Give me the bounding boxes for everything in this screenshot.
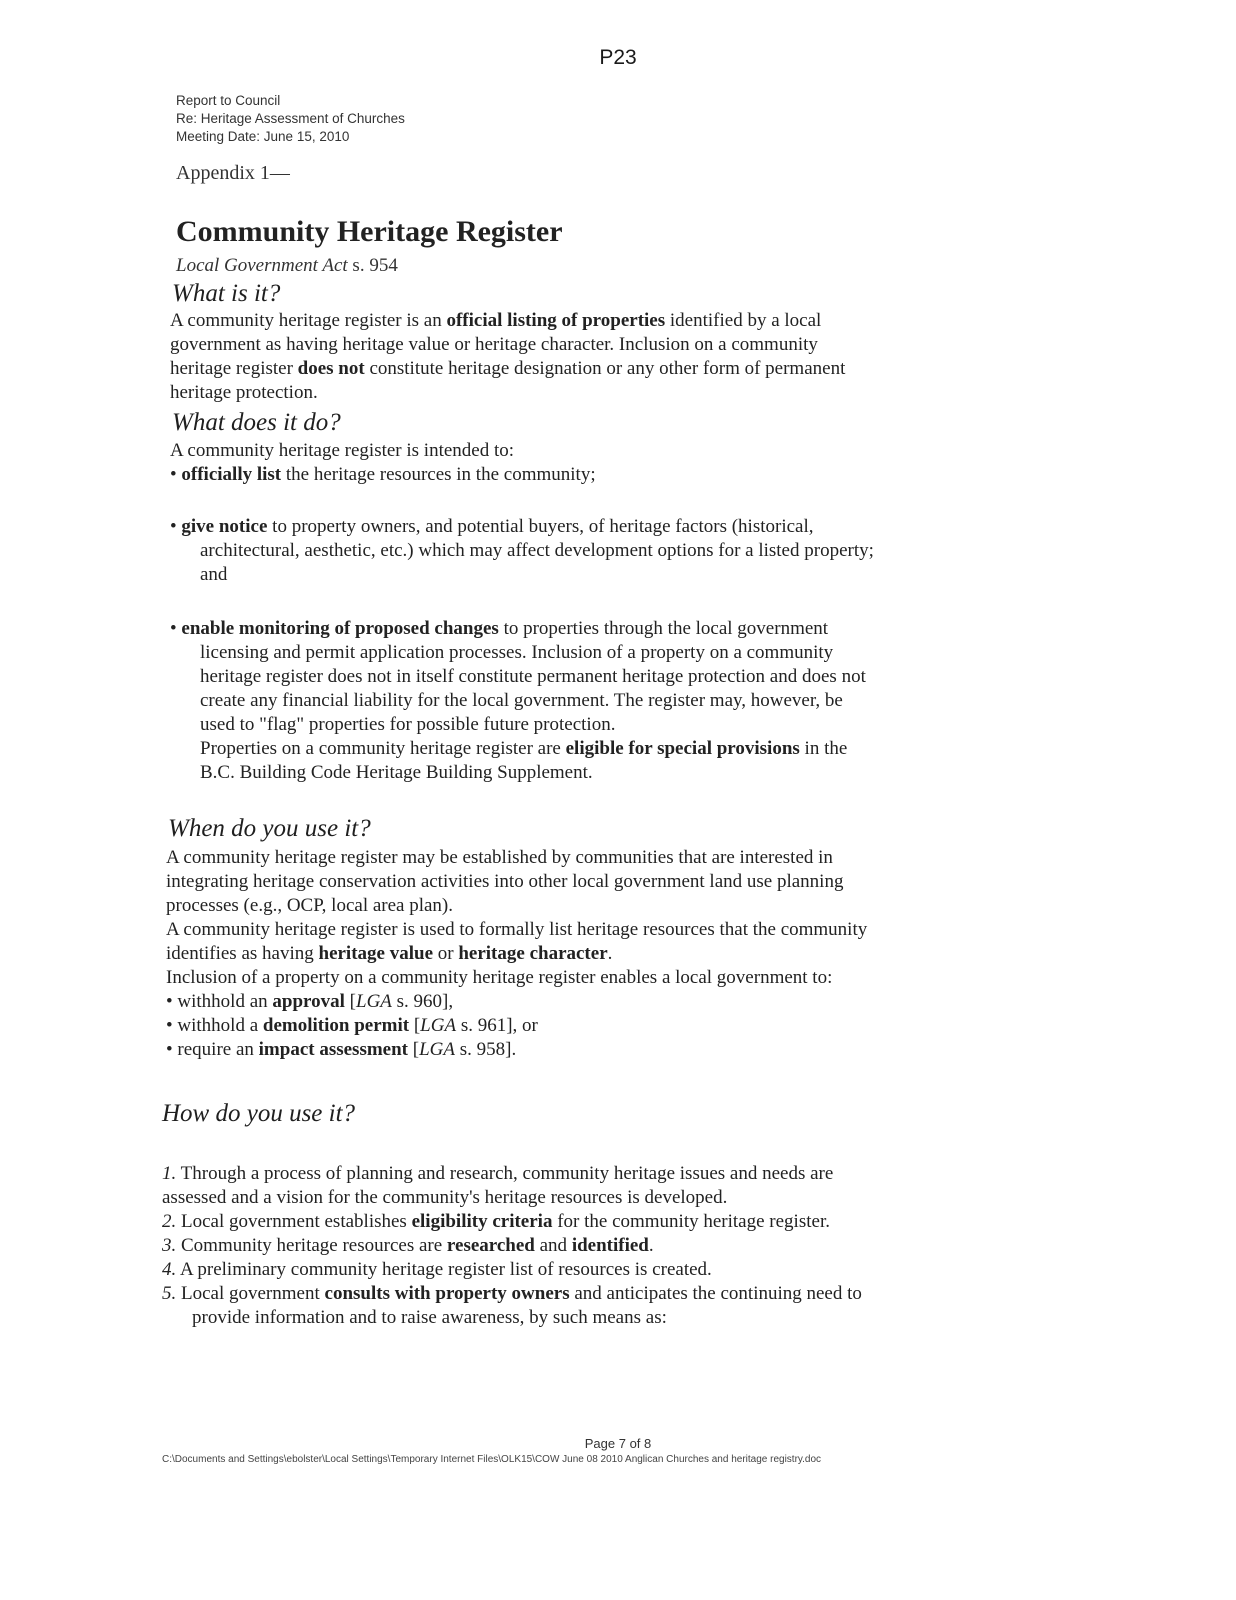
- text-run: [: [409, 1015, 421, 1036]
- text-run: constitute heritage designation or any other form of permanent: [364, 358, 846, 379]
- heading-what-does-it-do: What does it do?: [172, 409, 341, 436]
- text-line: and: [200, 564, 228, 585]
- report-header: [176, 92, 405, 146]
- section-what-does-it-do-intro: [170, 439, 596, 487]
- bold-term: consults with property owners: [324, 1283, 570, 1304]
- bullet-item: [166, 990, 867, 1014]
- text-line: B.C. Building Code Heritage Building Supplement.: [200, 762, 593, 783]
- item-number: 5.: [162, 1283, 177, 1304]
- text-line: government as having heritage value or heritage character. Inclusion on a community: [170, 334, 818, 355]
- text-run: [: [408, 1039, 420, 1060]
- text-run: for the community heritage register.: [552, 1211, 830, 1232]
- text-line: processes (e.g., OCP, local area plan).: [166, 895, 454, 916]
- text-run: and anticipates the continuing need to: [569, 1283, 862, 1304]
- numbered-item: [162, 1258, 862, 1282]
- text-run: to properties through the local government: [498, 618, 829, 639]
- act-name: Local Government Act: [176, 255, 348, 276]
- item-number: 3.: [162, 1235, 177, 1256]
- text-run: identified by a local: [665, 310, 822, 331]
- text-run: to property owners, and potential buyers, of heritage factors (historical,: [267, 516, 814, 537]
- bullet-item: [170, 617, 866, 785]
- text-line: [170, 617, 866, 641]
- text-line: [166, 942, 867, 966]
- text-line: provide information and to raise awareness, by such means as:: [192, 1307, 667, 1328]
- text-run: the heritage resources in the community;: [281, 464, 596, 485]
- numbered-item: [162, 1162, 862, 1186]
- text-line: licensing and permit application processes. Inclusion of a property on a community: [200, 642, 834, 663]
- text-line: [170, 309, 845, 333]
- text-run: or: [433, 943, 459, 964]
- heading-how-do-you-use-it: How do you use it?: [162, 1100, 356, 1127]
- text-run: Local government: [176, 1283, 325, 1304]
- bold-term: enable monitoring of proposed changes: [181, 618, 499, 639]
- text-line: integrating heritage conservation activities into other local government land use planning: [166, 871, 844, 892]
- footer-page-number: Page 7 of 8: [584, 1436, 652, 1451]
- text-run: Local government establishes: [176, 1211, 412, 1232]
- page-label: P23: [599, 46, 637, 69]
- text-run: .: [607, 943, 613, 964]
- bullet-item: [166, 1014, 867, 1038]
- bold-term: officially list: [181, 464, 282, 485]
- section-how-body: [162, 1162, 862, 1330]
- text-run: • withhold an: [166, 991, 273, 1012]
- text-run: heritage register: [170, 358, 298, 379]
- text-run: s. 960],: [391, 991, 454, 1012]
- text-line: [170, 737, 866, 761]
- text-run: [: [344, 991, 356, 1012]
- text-line: [170, 357, 845, 381]
- text-line: architectural, aesthetic, etc.) which may affect development options for a listed property;: [200, 540, 874, 561]
- text-line: A community heritage register is intended to:: [170, 440, 515, 461]
- text-run: identifies as having: [166, 943, 319, 964]
- text-run: • require an: [166, 1039, 259, 1060]
- bullet-item: [170, 515, 874, 587]
- bold-term: demolition permit: [262, 1015, 410, 1036]
- text-line: heritage register does not in itself constitute permanent heritage protection and does not: [200, 666, 866, 687]
- header-line-2: Re: Heritage Assessment of Churches: [176, 111, 405, 126]
- bold-term: heritage character: [458, 943, 608, 964]
- text-run: • withhold a: [166, 1015, 263, 1036]
- bold-term: eligible for special provisions: [565, 738, 800, 759]
- document-title: Community Heritage Register: [176, 215, 563, 248]
- text-line: A community heritage register is used to formally list heritage resources that the community: [166, 919, 868, 940]
- text-run: A preliminary community heritage register list of resources is created.: [176, 1259, 712, 1280]
- bold-term: approval: [272, 991, 345, 1012]
- bold-term: heritage value: [318, 943, 434, 964]
- numbered-item: [162, 1282, 862, 1306]
- text-line: assessed and a vision for the community's heritage resources is developed.: [162, 1187, 728, 1208]
- text-line: Inclusion of a property on a community heritage register enables a local government to:: [166, 967, 833, 988]
- act-section: s. 954: [347, 255, 398, 276]
- text-run: s. 961], or: [456, 1015, 538, 1036]
- italic-term: LGA: [420, 1015, 457, 1036]
- italic-term: LGA: [356, 991, 392, 1012]
- item-number: 1.: [162, 1163, 177, 1184]
- item-number: 4.: [162, 1259, 177, 1280]
- text-line: used to "flag" properties for possible future protection.: [200, 714, 616, 735]
- text-run: s. 958].: [454, 1039, 517, 1060]
- text-run: Properties on a community heritage register are: [200, 738, 566, 759]
- section-what-is-it-body: [170, 309, 845, 405]
- text-run: A community heritage register is an: [170, 310, 447, 331]
- act-reference: [176, 255, 398, 277]
- bullet-item: [166, 1038, 867, 1062]
- footer-file-path: C:\Documents and Settings\ebolster\Local Settings\Temporary Internet Files\OLK15\COW June 08 2010 Anglican Churches and heritage registry.doc: [162, 1454, 822, 1465]
- text-line: create any financial liability for the local government. The register may, however, be: [200, 690, 843, 711]
- text-run: Through a process of planning and research, community heritage issues and needs are: [176, 1163, 834, 1184]
- bullet-mark: •: [170, 618, 182, 639]
- bold-term: researched: [446, 1235, 535, 1256]
- numbered-item: [162, 1210, 862, 1234]
- text-run: Community heritage resources are: [176, 1235, 447, 1256]
- header-line-1: Report to Council: [176, 93, 281, 108]
- bold-term: official listing of properties: [446, 310, 666, 331]
- header-line-3: Meeting Date: June 15, 2010: [176, 129, 350, 144]
- bullet-mark: •: [170, 516, 182, 537]
- item-number: 2.: [162, 1211, 177, 1232]
- bold-term: does not: [297, 358, 365, 379]
- text-run: and: [534, 1235, 572, 1256]
- text-run: .: [648, 1235, 654, 1256]
- bold-term: impact assessment: [258, 1039, 408, 1060]
- text-line: A community heritage register may be established by communities that are interested in: [166, 847, 833, 868]
- heading-when-do-you-use-it: When do you use it?: [168, 815, 371, 842]
- bullet-item: [170, 463, 596, 487]
- text-run: in the: [799, 738, 848, 759]
- heading-what-is-it: What is it?: [172, 280, 281, 307]
- text-line: heritage protection.: [170, 382, 318, 403]
- appendix-label: Appendix 1—: [176, 162, 290, 184]
- numbered-item: [162, 1234, 862, 1258]
- bullet-mark: •: [170, 464, 182, 485]
- bold-term: identified: [571, 1235, 649, 1256]
- bold-term: eligibility criteria: [411, 1211, 553, 1232]
- italic-term: LGA: [419, 1039, 455, 1060]
- section-when-body: [166, 846, 867, 1062]
- bold-term: give notice: [181, 516, 268, 537]
- text-line: [170, 515, 874, 539]
